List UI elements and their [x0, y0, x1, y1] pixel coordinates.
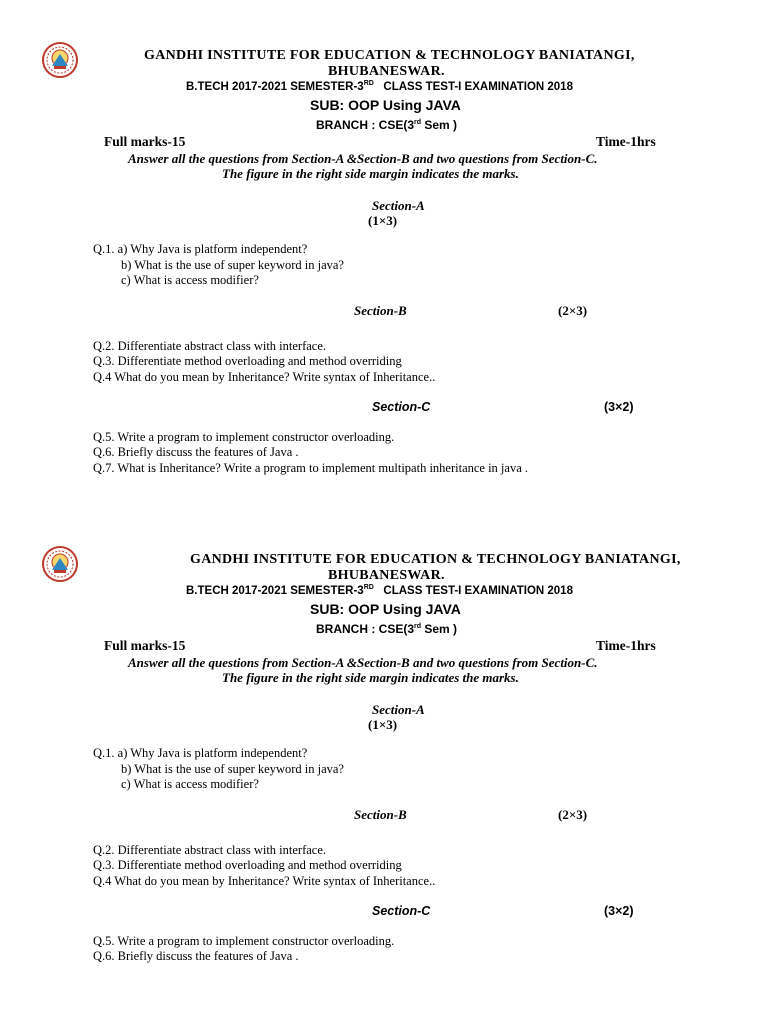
question-3: Q.3. Differentiate method overloading and method overriding	[93, 354, 402, 368]
question-2: Q.2. Differentiate abstract class with interface.	[93, 339, 327, 353]
question-7: Q.7. What is Inheritance? Write a program to implement multipath inheritance in java .	[93, 461, 529, 475]
time-allowed: Time-1hrs	[596, 638, 656, 653]
institute-name-line2: BHUBANESWAR.	[328, 64, 445, 79]
instruction-line2: The figure in the right side margin indicates the marks.	[222, 166, 519, 181]
section-c-title: Section-C	[372, 904, 431, 918]
full-marks: Full marks-15	[104, 134, 186, 149]
section-a-marks: (1×3)	[368, 717, 398, 732]
institute-name-line2: BHUBANESWAR.	[328, 568, 445, 583]
institute-logo-icon	[42, 546, 78, 582]
section-c-title: Section-C	[372, 400, 431, 414]
question-6: Q.6. Briefly discuss the features of Java .	[93, 949, 299, 963]
full-marks: Full marks-15	[104, 638, 186, 653]
time-allowed: Time-1hrs	[596, 134, 656, 149]
question-3: Q.3. Differentiate method overloading and method overriding	[93, 858, 402, 872]
question-2: Q.2. Differentiate abstract class with interface.	[93, 843, 327, 857]
question-5: Q.5. Write a program to implement constructor overloading.	[93, 934, 395, 948]
question-paper-copy-2	[0, 504, 768, 1004]
question-paper-copy-1	[0, 0, 768, 500]
subject-title: SUB: OOP Using JAVA	[310, 601, 461, 617]
section-a-title: Section-A	[372, 702, 425, 717]
instruction-line2: The figure in the right side margin indicates the marks.	[222, 670, 519, 685]
section-b-marks: (2×3)	[558, 807, 588, 822]
question-1c: c) What is access modifier?	[121, 273, 259, 287]
institute-name-line1: GANDHI INSTITUTE FOR EDUCATION & TECHNOLOGY BANIATANGI,	[144, 48, 635, 63]
question-1c: c) What is access modifier?	[121, 777, 259, 791]
instruction-line1: Answer all the questions from Section-A &Section-B and two questions from Section-C.	[128, 655, 598, 670]
section-b-title: Section-B	[354, 303, 407, 318]
section-a-marks: (1×3)	[368, 213, 398, 228]
section-c-marks: (3×2)	[604, 400, 634, 414]
exam-title: B.TECH 2017-2021 SEMESTER-3RD CLASS TEST-I EXAMINATION 2018	[186, 80, 573, 93]
branch-line: BRANCH : CSE(3rd Sem )	[316, 118, 458, 132]
institute-name-line1: GANDHI INSTITUTE FOR EDUCATION & TECHNOLOGY BANIATANGI,	[190, 552, 681, 567]
instruction-line1: Answer all the questions from Section-A &Section-B and two questions from Section-C.	[128, 151, 598, 166]
section-b-marks: (2×3)	[558, 303, 588, 318]
question-4: Q.4 What do you mean by Inheritance? Write syntax of Inheritance..	[93, 874, 436, 888]
question-1a: Q.1. a) Why Java is platform independent?	[93, 242, 308, 256]
question-6: Q.6. Briefly discuss the features of Java .	[93, 445, 299, 459]
question-1b: b) What is the use of super keyword in java?	[121, 258, 344, 272]
subject-title: SUB: OOP Using JAVA	[310, 97, 461, 113]
question-1a: Q.1. a) Why Java is platform independent?	[93, 746, 308, 760]
section-a-title: Section-A	[372, 198, 425, 213]
question-5: Q.5. Write a program to implement constructor overloading.	[93, 430, 395, 444]
question-4: Q.4 What do you mean by Inheritance? Write syntax of Inheritance..	[93, 370, 436, 384]
section-b-title: Section-B	[354, 807, 407, 822]
section-c-marks: (3×2)	[604, 904, 634, 918]
institute-logo-icon	[42, 42, 78, 78]
question-1b: b) What is the use of super keyword in java?	[121, 762, 344, 776]
branch-line: BRANCH : CSE(3rd Sem )	[316, 622, 458, 636]
exam-title: B.TECH 2017-2021 SEMESTER-3RD CLASS TEST-I EXAMINATION 2018	[186, 584, 573, 597]
